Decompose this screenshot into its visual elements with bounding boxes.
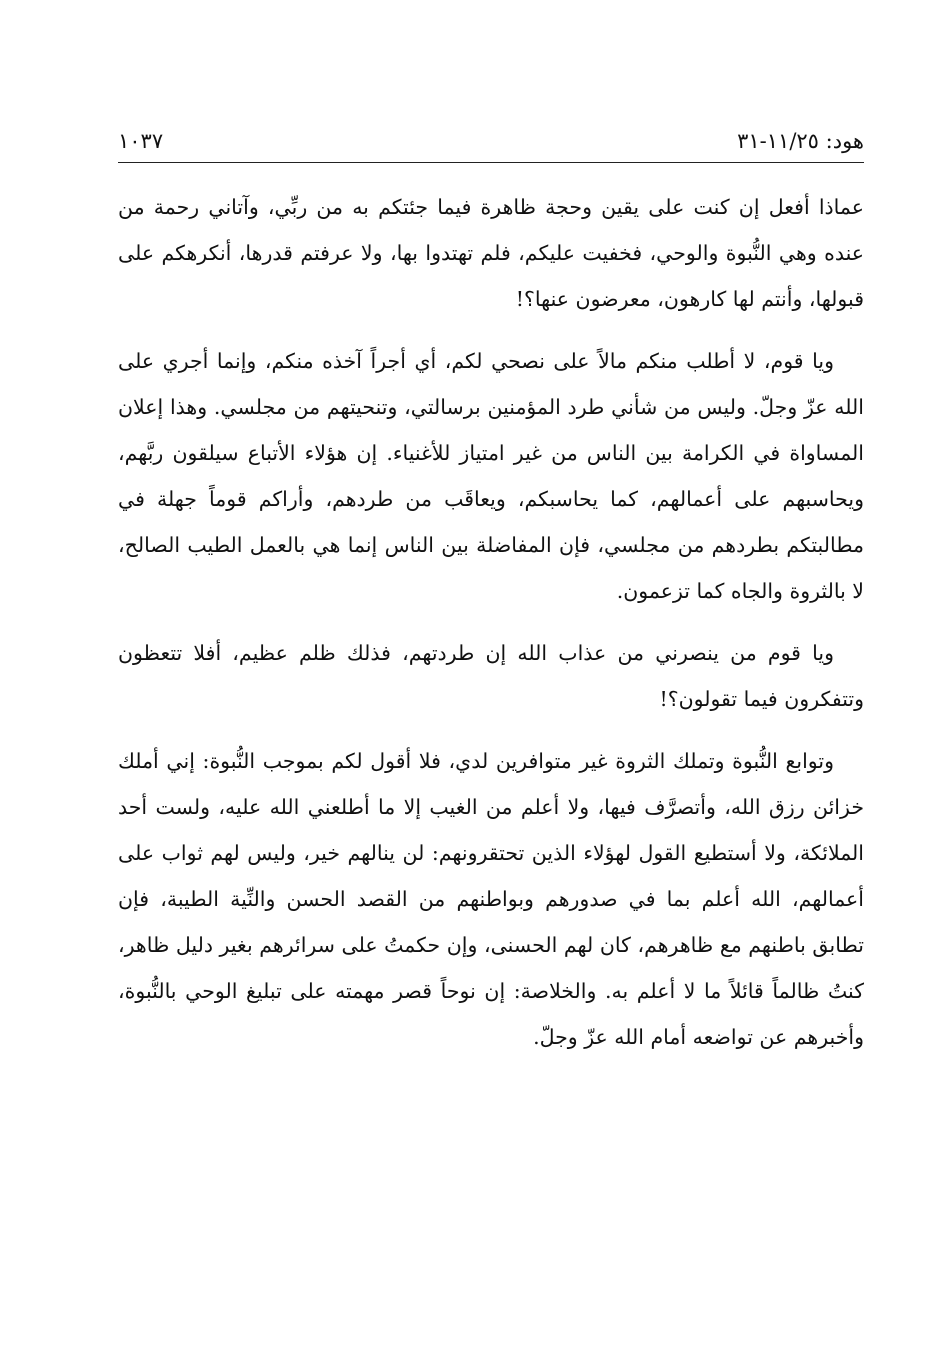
paragraph-1: عماذا أفعل إن كنت على يقين وحجة ظاهرة فيما جئتكم به من ربِّي، وآتاني رحمة من عنده وهي النُّبوة والوحي، فخفيت عليكم، فلم تهتدوا بها، ولا عرفتم قدرها، أنكرهكم على قبولها، وأنتم لها كارهون، معرضون عنها؟! xyxy=(118,195,864,311)
paragraph-2: ويا قوم، لا أطلب منكم مالاً على نصحي لكم، أي أجراً آخذه منكم، وإنما أجري على الله عزّ وجلّ. وليس من شأني طرد المؤمنين برسالتي، وتنحيتهم من مجلسي. وهذا إعلان المساواة في الكرامة بين الناس من غير امتياز للأغنياء. إن هؤلاء الأتباع سيلقون ربَّهم، ويحاسبهم على أعمالهم، كما يحاسبكم، ويعاقَب من طردهم، وأراكم قوماً جهلة في مطالبتكم بطردهم من مجلسي، فإن المفاضلة بين الناس إنما هي بالعمل الطيب الصالح، لا بالثروة والجاه كما تزعمون. xyxy=(118,349,864,603)
paragraph-4: وتوابع النُّبوة وتملك الثروة غير متوافرين لدي، فلا أقول لكم بموجب النُّبوة: إني أملك خزائن رزق الله، وأتصرَّف فيها، ولا أعلم من الغيب إلا ما أطلعني الله عليه، ولست أحد الملائكة، ولا أستطيع القول لهؤلاء الذين تحتقرونهم: لن ينالهم خير، وليس لهم ثواب على أعمالهم، الله أعلم بما في صدورهم وبواطنهم من القصد الحسن والنِّية الطيبة، فإن تطابق باطنهم مع ظاهرهم، كان لهم الحسنى، وإن حكمتُ على سرائرهم بغير دليل ظاهر، كنتُ ظالماً قائلاً ما لا أعلم به. والخلاصة: إن نوحاً قصر مهمته على تبليغ الوحي بالنُّبوة، وأخبرهم عن تواضعه أمام الله عزّ وجلّ. xyxy=(118,749,864,1049)
body-text xyxy=(118,184,864,1076)
paragraph-3: ويا قوم من ينصرني من عذاب الله إن طردتهم، فذلك ظلم عظيم، أفلا تتعظون وتتفكرون فيما تقولون؟! xyxy=(118,641,864,711)
section-reference: هود: ١١/٢٥-٣١ xyxy=(737,129,864,153)
page-number: ١٠٣٧ xyxy=(118,129,164,153)
header-divider xyxy=(118,162,864,163)
running-header xyxy=(118,116,864,156)
